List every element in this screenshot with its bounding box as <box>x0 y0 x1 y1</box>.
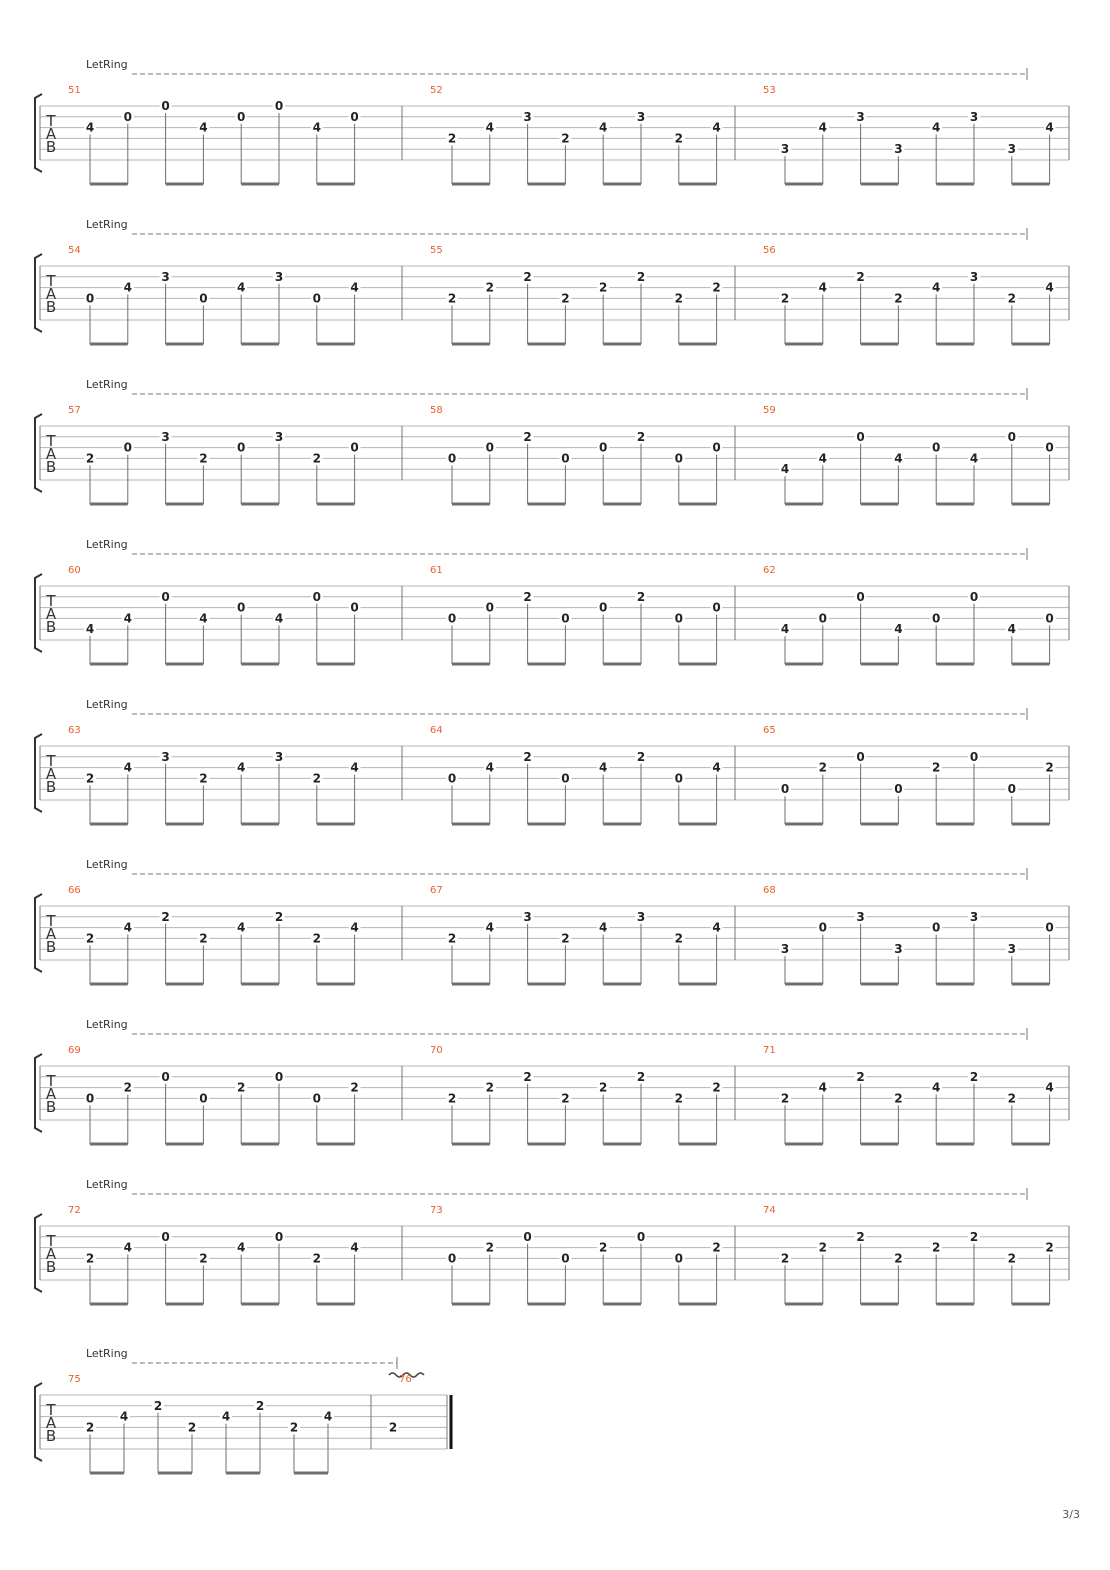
fret-number: 0 <box>1007 782 1016 797</box>
fret-number: 0 <box>674 1251 683 1266</box>
fret-number: 2 <box>674 291 683 306</box>
fret-number: 4 <box>119 1409 129 1424</box>
fret-number: 0 <box>312 1091 321 1106</box>
tab-clef-letter: B <box>45 1258 57 1276</box>
fret-number: 2 <box>712 280 721 295</box>
measure-number: 72 <box>68 1205 81 1216</box>
fret-number: 2 <box>561 131 570 146</box>
fret-number: 4 <box>712 760 721 775</box>
measure-number: 66 <box>68 885 81 896</box>
fret-number: 4 <box>712 920 721 935</box>
fret-number: 0 <box>674 611 683 626</box>
fret-number: 4 <box>1045 120 1054 135</box>
fret-number: 2 <box>1045 1240 1054 1255</box>
fret-number: 4 <box>1045 280 1054 295</box>
fret-number: 4 <box>85 120 95 135</box>
fret-number: 0 <box>199 1091 208 1106</box>
fret-number: 4 <box>894 622 903 637</box>
fret-number: 4 <box>350 920 359 935</box>
fret-number: 2 <box>312 451 321 466</box>
fret-number: 2 <box>312 1251 321 1266</box>
tab-clef-letter: A <box>45 605 57 623</box>
fret-number: 0 <box>1045 611 1054 626</box>
fret-number: 2 <box>312 771 321 786</box>
fret-number: 2 <box>856 1229 865 1244</box>
fret-number: 4 <box>485 760 494 775</box>
fret-number: 2 <box>523 589 532 604</box>
fret-number: 4 <box>818 1080 827 1095</box>
fret-number: 2 <box>1007 291 1016 306</box>
fret-number: 2 <box>153 1398 163 1413</box>
fret-number: 3 <box>969 909 979 924</box>
measure-number: 54 <box>68 245 81 256</box>
fret-number: 0 <box>523 1229 532 1244</box>
measure-number: 71 <box>763 1045 776 1056</box>
fret-number: 2 <box>599 280 608 295</box>
measure-number: 58 <box>430 405 443 416</box>
fret-number: 4 <box>1007 622 1016 637</box>
fret-number: 4 <box>123 280 132 295</box>
fret-number: 4 <box>932 280 941 295</box>
fret-number: 2 <box>274 909 284 924</box>
tab-clef-letter: A <box>45 125 57 143</box>
fret-number: 2 <box>818 1240 827 1255</box>
fret-number: 2 <box>894 1251 903 1266</box>
tab-clef-letter: T <box>46 1401 56 1419</box>
fret-number: 2 <box>674 1091 683 1106</box>
fret-number: 2 <box>523 749 532 764</box>
fret-number: 2 <box>199 1251 208 1266</box>
fret-number: 4 <box>932 120 941 135</box>
fret-number: 3 <box>636 109 646 124</box>
fret-number: 0 <box>485 440 494 455</box>
fret-number: 2 <box>636 269 646 284</box>
measure-number: 51 <box>68 85 81 96</box>
fret-number: 2 <box>85 1251 95 1266</box>
fret-number: 0 <box>856 429 865 444</box>
fret-number: 0 <box>561 1251 570 1266</box>
fret-number: 2 <box>523 429 532 444</box>
fret-number: 4 <box>599 920 608 935</box>
measure-number: 60 <box>68 565 81 576</box>
fret-number: 2 <box>599 1240 608 1255</box>
fret-number: 2 <box>894 1091 903 1106</box>
fret-number: 4 <box>274 611 284 626</box>
tab-clef-letter: B <box>45 1098 57 1116</box>
measure-number: 57 <box>68 405 81 416</box>
fret-number: 3 <box>894 942 903 957</box>
fret-number: 2 <box>161 909 170 924</box>
fret-number: 4 <box>969 451 979 466</box>
fret-number: 0 <box>932 920 941 935</box>
fret-number: 0 <box>561 771 570 786</box>
fret-number: 4 <box>818 451 827 466</box>
fret-number: 3 <box>161 429 170 444</box>
fret-number: 0 <box>856 589 865 604</box>
fret-number: 0 <box>237 109 246 124</box>
tab-clef-letter: T <box>46 1072 56 1090</box>
fret-number: 0 <box>712 600 721 615</box>
fret-number: 0 <box>932 611 941 626</box>
fret-number: 4 <box>599 760 608 775</box>
fret-number: 2 <box>85 931 95 946</box>
fret-number: 0 <box>312 589 321 604</box>
fret-number: 3 <box>523 109 532 124</box>
fret-number: 4 <box>818 120 827 135</box>
fret-number: 0 <box>1045 920 1054 935</box>
fret-number: 4 <box>221 1409 231 1424</box>
tab-clef-letter: T <box>46 752 56 770</box>
fret-number: 2 <box>447 131 457 146</box>
fret-number: 3 <box>780 142 790 157</box>
fret-number: 0 <box>161 99 170 113</box>
measure-number: 62 <box>763 565 776 576</box>
fret-number: 3 <box>274 269 284 284</box>
let-ring-label: LetRing <box>86 1018 128 1031</box>
fret-number: 2 <box>780 1091 790 1106</box>
fret-number: 2 <box>780 291 790 306</box>
fret-number: 2 <box>674 931 683 946</box>
fret-number: 0 <box>447 1251 457 1266</box>
fret-number: 2 <box>1045 760 1054 775</box>
fret-number: 2 <box>485 280 494 295</box>
measure-number: 63 <box>68 725 81 736</box>
fret-number: 0 <box>123 109 132 124</box>
fret-number: 4 <box>312 120 321 135</box>
tab-clef-letter: B <box>45 618 57 636</box>
fret-number: 0 <box>237 600 246 615</box>
tab-clef-letter: A <box>45 925 57 943</box>
fret-number: 0 <box>447 771 457 786</box>
fret-number: 2 <box>712 1080 721 1095</box>
fret-number: 2 <box>187 1420 197 1435</box>
fret-number: 3 <box>274 429 284 444</box>
fret-number: 0 <box>712 440 721 455</box>
measure-number: 68 <box>763 885 776 896</box>
fret-number: 4 <box>780 462 790 477</box>
fret-number: 2 <box>969 1229 979 1244</box>
fret-number: 2 <box>561 291 570 306</box>
fret-number: 4 <box>237 760 246 775</box>
fret-number: 2 <box>636 589 646 604</box>
fret-number: 2 <box>350 1080 359 1095</box>
tab-clef-letter: T <box>46 112 56 130</box>
fret-number: 0 <box>85 291 95 306</box>
fret-number: 0 <box>312 291 321 306</box>
fret-number: 2 <box>388 1420 398 1435</box>
fret-number: 2 <box>485 1240 494 1255</box>
tab-clef-letter: B <box>45 138 57 156</box>
measure-number: 74 <box>763 1205 776 1216</box>
fret-number: 2 <box>599 1080 608 1095</box>
fret-number: 3 <box>894 142 903 157</box>
tab-clef-letter: T <box>46 592 56 610</box>
tab-clef-letter: A <box>45 285 57 303</box>
measure-number: 53 <box>763 85 776 96</box>
fret-number: 3 <box>856 109 865 124</box>
tab-clef-letter: B <box>45 1427 57 1445</box>
fret-number: 3 <box>1007 142 1016 157</box>
fret-number: 0 <box>447 451 457 466</box>
fret-number: 0 <box>674 451 683 466</box>
fret-number: 0 <box>561 451 570 466</box>
fret-number: 4 <box>123 760 132 775</box>
let-ring-label: LetRing <box>86 698 128 711</box>
fret-number: 3 <box>969 109 979 124</box>
fret-number: 0 <box>485 600 494 615</box>
tab-clef-letter: B <box>45 298 57 316</box>
fret-number: 4 <box>123 1240 132 1255</box>
fret-number: 0 <box>161 589 170 604</box>
measure-number: 64 <box>430 725 443 736</box>
fret-number: 2 <box>969 1069 979 1084</box>
let-ring-label: LetRing <box>86 218 128 231</box>
tab-clef-letter: T <box>46 272 56 290</box>
fret-number: 0 <box>599 600 608 615</box>
measure-number: 59 <box>763 405 776 416</box>
fret-number: 2 <box>932 1240 941 1255</box>
fret-number: 0 <box>85 1091 95 1106</box>
measure-number: 70 <box>430 1045 443 1056</box>
fret-number: 4 <box>123 920 132 935</box>
fret-number: 2 <box>636 1069 646 1084</box>
tab-clef-letter: B <box>45 938 57 956</box>
fret-number: 2 <box>780 1251 790 1266</box>
fret-number: 0 <box>447 611 457 626</box>
fret-number: 4 <box>350 760 359 775</box>
fret-number: 0 <box>274 99 284 113</box>
fret-number: 0 <box>599 440 608 455</box>
fret-number: 2 <box>712 1240 721 1255</box>
fret-number: 4 <box>894 451 903 466</box>
fret-number: 2 <box>289 1420 299 1435</box>
measure-number: 52 <box>430 85 443 96</box>
fret-number: 2 <box>523 1069 532 1084</box>
fret-number: 0 <box>818 920 827 935</box>
let-ring-label: LetRing <box>86 858 128 871</box>
let-ring-label: LetRing <box>86 1178 128 1191</box>
fret-number: 0 <box>350 440 359 455</box>
fret-number: 4 <box>199 120 208 135</box>
tab-clef-letter: A <box>45 445 57 463</box>
tab-clef-letter: A <box>45 1245 57 1263</box>
tab-clef-letter: T <box>46 1232 56 1250</box>
fret-number: 0 <box>161 1069 170 1084</box>
fret-number: 0 <box>1045 440 1054 455</box>
fret-number: 0 <box>561 611 570 626</box>
fret-number: 4 <box>237 920 246 935</box>
fret-number: 2 <box>523 269 532 284</box>
tab-clef-letter: T <box>46 912 56 930</box>
fret-number: 2 <box>199 931 208 946</box>
tab-clef-letter: A <box>45 765 57 783</box>
fret-number: 4 <box>712 120 721 135</box>
fret-number: 4 <box>485 920 494 935</box>
fret-number: 2 <box>561 931 570 946</box>
fret-number: 4 <box>350 280 359 295</box>
fret-number: 3 <box>161 749 170 764</box>
fret-number: 2 <box>237 1080 246 1095</box>
fret-number: 2 <box>561 1091 570 1106</box>
fret-number: 0 <box>818 611 827 626</box>
fret-number: 0 <box>199 291 208 306</box>
fret-number: 0 <box>969 589 979 604</box>
fret-number: 2 <box>1007 1091 1016 1106</box>
fret-number: 2 <box>85 771 95 786</box>
measure-number: 56 <box>763 245 776 256</box>
fret-number: 4 <box>932 1080 941 1095</box>
let-ring-label: LetRing <box>86 378 128 391</box>
measure-number: 69 <box>68 1045 81 1056</box>
fret-number: 0 <box>350 109 359 124</box>
fret-number: 0 <box>274 1229 284 1244</box>
fret-number: 2 <box>485 1080 494 1095</box>
fret-number: 4 <box>1045 1080 1054 1095</box>
fret-number: 2 <box>199 451 208 466</box>
fret-number: 2 <box>447 931 457 946</box>
fret-number: 4 <box>237 280 246 295</box>
fret-number: 2 <box>674 131 683 146</box>
fret-number: 4 <box>485 120 494 135</box>
fret-number: 2 <box>856 269 865 284</box>
fret-number: 4 <box>85 622 95 637</box>
fret-number: 0 <box>237 440 246 455</box>
fret-number: 3 <box>161 269 170 284</box>
fret-number: 0 <box>780 782 790 797</box>
fret-number: 4 <box>818 280 827 295</box>
fret-number: 3 <box>856 909 865 924</box>
fret-number: 3 <box>523 909 532 924</box>
fret-number: 2 <box>447 1091 457 1106</box>
fret-number: 0 <box>350 600 359 615</box>
measure-number: 55 <box>430 245 443 256</box>
fret-number: 0 <box>932 440 941 455</box>
fret-number: 3 <box>274 749 284 764</box>
tab-clef-letter: T <box>46 432 56 450</box>
fret-number: 2 <box>85 451 95 466</box>
fret-number: 3 <box>969 269 979 284</box>
measure-number: 61 <box>430 565 443 576</box>
fret-number: 3 <box>1007 942 1016 957</box>
tab-clef-letter: A <box>45 1414 57 1432</box>
fret-number: 0 <box>674 771 683 786</box>
fret-number: 0 <box>1007 429 1016 444</box>
fret-number: 0 <box>274 1069 284 1084</box>
fret-number: 0 <box>856 749 865 764</box>
fret-number: 3 <box>780 942 790 957</box>
fret-number: 2 <box>894 291 903 306</box>
measure-number: 67 <box>430 885 443 896</box>
fret-number: 2 <box>932 760 941 775</box>
fret-number: 0 <box>161 1229 170 1244</box>
fret-number: 4 <box>350 1240 359 1255</box>
fret-number: 2 <box>199 771 208 786</box>
fret-number: 4 <box>599 120 608 135</box>
fret-number: 4 <box>123 611 132 626</box>
fret-number: 4 <box>323 1409 333 1424</box>
fret-number: 2 <box>636 429 646 444</box>
page-number: 3/3 <box>1062 1508 1080 1521</box>
fret-number: 2 <box>312 931 321 946</box>
fret-number: 2 <box>818 760 827 775</box>
fret-number: 3 <box>636 909 646 924</box>
let-ring-label: LetRing <box>86 1347 128 1360</box>
fret-number: 0 <box>636 1229 646 1244</box>
fret-number: 0 <box>894 782 903 797</box>
fret-number: 2 <box>123 1080 132 1095</box>
measure-number: 75 <box>68 1374 81 1385</box>
fret-number: 0 <box>969 749 979 764</box>
fret-number: 2 <box>636 749 646 764</box>
fret-number: 4 <box>237 1240 246 1255</box>
measure-number: 73 <box>430 1205 443 1216</box>
tab-clef-letter: B <box>45 778 57 796</box>
fret-number: 4 <box>780 622 790 637</box>
fret-number: 0 <box>123 440 132 455</box>
measure-number: 65 <box>763 725 776 736</box>
tab-clef-letter: A <box>45 1085 57 1103</box>
fret-number: 2 <box>255 1398 265 1413</box>
fret-number: 2 <box>447 291 457 306</box>
fret-number: 4 <box>199 611 208 626</box>
let-ring-label: LetRing <box>86 538 128 551</box>
fret-number: 2 <box>856 1069 865 1084</box>
let-ring-label: LetRing <box>86 58 128 71</box>
measure-number: 76 <box>399 1374 412 1385</box>
fret-number: 2 <box>1007 1251 1016 1266</box>
tab-clef-letter: B <box>45 458 57 476</box>
fret-number: 2 <box>85 1420 95 1435</box>
